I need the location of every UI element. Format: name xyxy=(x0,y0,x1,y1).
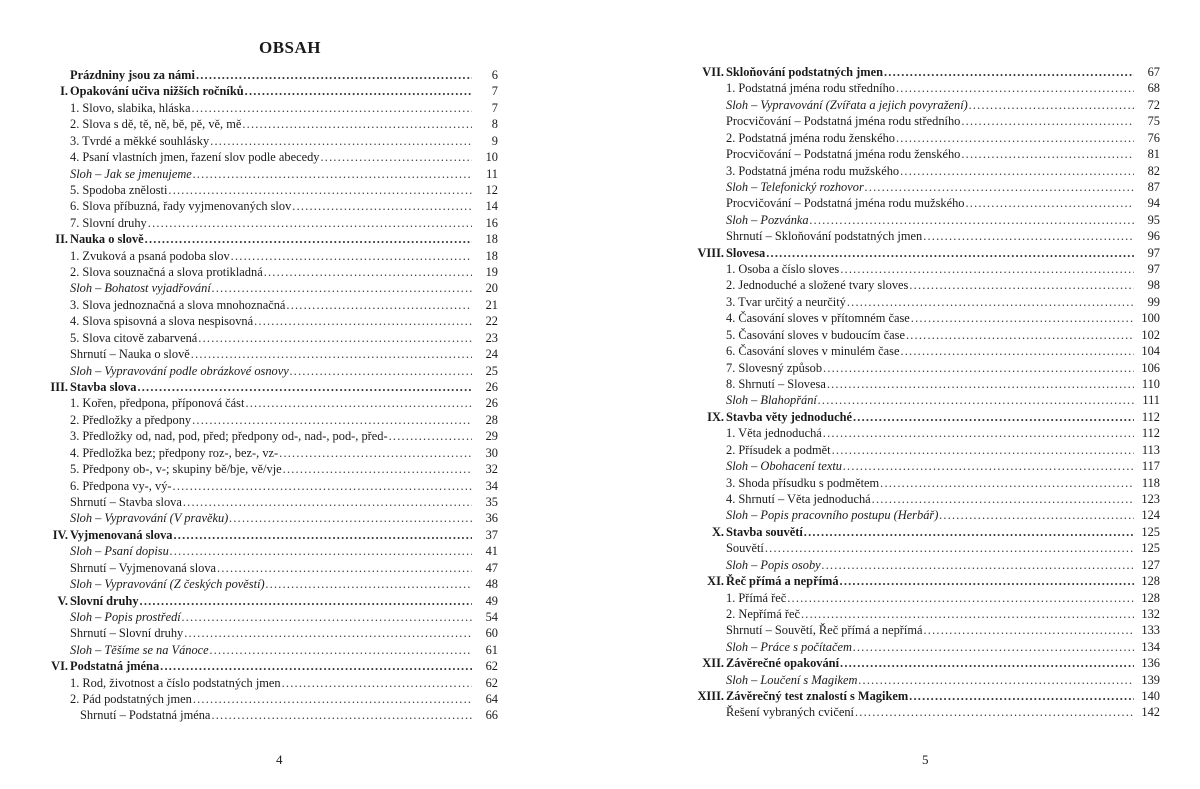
entry-page-number: 140 xyxy=(1134,688,1160,704)
entry-title: 2. Jednoduché a složené tvary sloves xyxy=(726,278,909,293)
entry-page-number: 98 xyxy=(1134,277,1160,293)
toc-entry-row xyxy=(692,606,1160,622)
entry-page-number: 118 xyxy=(1134,475,1160,491)
toc-entry-row xyxy=(692,622,1160,638)
toc-chapter-row xyxy=(692,409,1160,425)
entry-title: Procvičování – Podstatná jména rodu mužského xyxy=(726,196,965,211)
entry-title: Sloh – Práce s počítačem xyxy=(726,639,852,654)
entry-title: 3. Tvrdé a měkké souhlásky xyxy=(70,133,210,148)
entry-page-number: 16 xyxy=(472,215,498,231)
entry-title: 3. Podstatná jména rodu mužského xyxy=(726,163,900,178)
toc-entry-row xyxy=(46,363,498,379)
entry-page-number: 68 xyxy=(1134,80,1160,96)
entry-title: Slovní druhy xyxy=(70,593,139,608)
toc-entry-row xyxy=(692,310,1160,326)
chapter-number: VII. xyxy=(702,65,724,79)
entry-title: 1. Slovo, slabika, hláska xyxy=(70,100,191,115)
toc-entry-row xyxy=(692,425,1160,441)
entry-page-number: 48 xyxy=(472,576,498,592)
toc-entry-row xyxy=(692,491,1160,507)
entry-page-number: 35 xyxy=(472,494,498,510)
entry-title: 2. Pád podstatných jmen xyxy=(70,692,192,707)
toc-entry-row xyxy=(46,560,498,576)
entry-page-number: 67 xyxy=(1134,64,1160,80)
entry-title: 3. Předložky od, nad, pod, před; předpony od-, nad-, pod-, před- xyxy=(70,429,388,444)
toc-entry-row xyxy=(46,313,498,329)
entry-title: Sloh – Bohatost vyjadřování xyxy=(70,281,211,296)
entry-page-number: 128 xyxy=(1134,573,1160,589)
entry-page-number: 125 xyxy=(1134,540,1160,556)
entry-page-number: 110 xyxy=(1134,376,1160,392)
entry-title: 1. Zvuková a psaná podoba slov xyxy=(70,248,230,263)
chapter-number: X. xyxy=(711,524,724,539)
entry-page-number: 102 xyxy=(1134,327,1160,343)
entry-page-number: 30 xyxy=(472,445,498,461)
chapter-number: XIII. xyxy=(697,689,724,704)
entry-title: 3. Shoda přísudku s podmětem xyxy=(726,475,880,490)
chapter-number: VI. xyxy=(51,659,68,674)
entry-title: 1. Kořen, předpona, příponová část xyxy=(70,396,245,411)
toc-entry-row xyxy=(692,704,1160,720)
entry-page-number: 136 xyxy=(1134,655,1160,671)
entry-title: 1. Podstatná jména rodu středního xyxy=(726,81,895,96)
toc-entry-row xyxy=(692,442,1160,458)
entry-title: Slovesa xyxy=(726,245,766,260)
toc-chapter-row xyxy=(46,658,498,674)
toc-entry-row xyxy=(46,609,498,625)
entry-title: Sloh – Pozvánka xyxy=(726,212,809,227)
entry-page-number: 127 xyxy=(1134,557,1160,573)
entry-title: 4. Slova spisovná a slova nespisovná xyxy=(70,314,254,329)
toc-entry-row xyxy=(692,540,1160,556)
toc-entry-row xyxy=(692,146,1160,162)
toc-entry-row xyxy=(692,343,1160,359)
entry-page-number: 133 xyxy=(1134,622,1160,638)
toc-entry-row xyxy=(692,277,1160,293)
toc-chapter-row xyxy=(46,83,498,99)
toc-entry-row xyxy=(692,130,1160,146)
entry-title: Shrnutí – Podstatná jména xyxy=(80,708,211,723)
entry-title: 7. Slovní druhy xyxy=(70,215,147,230)
chapter-number: III. xyxy=(50,380,68,395)
toc-entry-row xyxy=(692,228,1160,244)
toc-entry-row xyxy=(692,195,1160,211)
entry-title: Shrnutí – Nauka o slově xyxy=(70,347,190,362)
toc-entry-row xyxy=(692,557,1160,573)
toc-entry-row xyxy=(46,494,498,510)
entry-page-number: 47 xyxy=(472,560,498,576)
entry-page-number: 72 xyxy=(1134,97,1160,113)
entry-title: Podstatná jména xyxy=(70,659,160,674)
entry-title: 6. Časování sloves v minulém čase xyxy=(726,344,900,359)
entry-page-number: 23 xyxy=(472,330,498,346)
toc-entry-row xyxy=(46,248,498,264)
toc-entry-row xyxy=(692,261,1160,277)
toc-entry-row xyxy=(692,80,1160,96)
entry-page-number: 106 xyxy=(1134,360,1160,376)
entry-page-number: 7 xyxy=(472,100,498,116)
entry-page-number: 49 xyxy=(472,593,498,609)
toc-entry-row xyxy=(46,149,498,165)
toc-entry-row xyxy=(46,707,498,723)
toc-entry-row xyxy=(692,475,1160,491)
entry-title: Sloh – Blahopřání xyxy=(726,393,817,408)
toc-entry-row xyxy=(46,264,498,280)
entry-title: 2. Předložky a předpony xyxy=(70,412,192,427)
entry-page-number: 100 xyxy=(1134,310,1160,326)
entry-page-number: 75 xyxy=(1134,113,1160,129)
entry-page-number: 66 xyxy=(472,707,498,723)
entry-page-number: 111 xyxy=(1134,392,1160,408)
entry-page-number: 34 xyxy=(472,478,498,494)
entry-title: 4. Časování sloves v přítomném čase xyxy=(726,311,910,326)
toc-entry-row xyxy=(46,642,498,658)
entry-page-number: 18 xyxy=(472,231,498,247)
entry-title: 2. Přísudek a podmět xyxy=(726,442,831,457)
entry-title: Procvičování – Podstatná jména rodu středního xyxy=(726,114,961,129)
toc-entry-row xyxy=(692,507,1160,523)
toc-chapter-row xyxy=(692,688,1160,704)
entry-page-number: 54 xyxy=(472,609,498,625)
toc-entry-row xyxy=(46,461,498,477)
entry-page-number: 62 xyxy=(472,658,498,674)
entry-title: 1. Rod, životnost a číslo podstatných jmen xyxy=(70,675,281,690)
entry-page-number: 97 xyxy=(1134,261,1160,277)
toc-entry-row xyxy=(692,392,1160,408)
toc-entry-row xyxy=(46,182,498,198)
page-number-left: 4 xyxy=(276,752,283,767)
toc-entry-row xyxy=(46,675,498,691)
toc-entry-row xyxy=(692,639,1160,655)
entry-page-number: 76 xyxy=(1134,130,1160,146)
entry-title: Shrnutí – Souvětí, Řeč přímá a nepřímá xyxy=(726,623,923,638)
entry-page-number: 94 xyxy=(1134,195,1160,211)
toc-entry-row xyxy=(46,478,498,494)
entry-page-number: 22 xyxy=(472,313,498,329)
entry-page-number: 12 xyxy=(472,182,498,198)
toc-entry-row xyxy=(46,280,498,296)
entry-title: Stavba věty jednoduché xyxy=(726,409,852,424)
entry-title: 6. Předpona vy-, vý- xyxy=(70,478,172,493)
entry-title: Shrnutí – Vyjmenovaná slova xyxy=(70,560,217,575)
toc-entry-row xyxy=(46,510,498,526)
entry-title: Shrnutí – Slovní druhy xyxy=(70,626,184,641)
entry-page-number: 117 xyxy=(1134,458,1160,474)
toc-chapter-row xyxy=(46,231,498,247)
toc-entry-row xyxy=(46,395,498,411)
entry-title: 8. Shrnutí – Slovesa xyxy=(726,377,826,392)
entry-page-number: 36 xyxy=(472,510,498,526)
entry-page-number: 64 xyxy=(472,691,498,707)
entry-title: Sloh – Vypravování podle obrázkové osnovy xyxy=(70,363,289,378)
entry-page-number: 112 xyxy=(1134,409,1160,425)
toc-entry-row xyxy=(692,179,1160,195)
entry-page-number: 29 xyxy=(472,428,498,444)
entry-title: Sloh – Jak se jmenujeme xyxy=(70,166,192,181)
table-of-contents-right xyxy=(692,64,1160,721)
page-number-right: 5 xyxy=(922,752,929,767)
chapter-number: XII. xyxy=(702,656,724,671)
entry-title: Řeč přímá a nepřímá xyxy=(726,574,839,589)
entry-title: Souvětí xyxy=(726,541,764,556)
chapter-number: IX. xyxy=(707,409,724,424)
toc-entry-row xyxy=(692,360,1160,376)
toc-chapter-row xyxy=(692,655,1160,671)
toc-entry-row xyxy=(692,294,1160,310)
entry-title: Shrnutí – Stavba slova xyxy=(70,494,182,509)
toc-entry-row xyxy=(46,166,498,182)
toc-entry-row xyxy=(46,297,498,313)
toc-entry-row xyxy=(46,198,498,214)
chapter-number: I. xyxy=(60,84,68,99)
entry-page-number: 125 xyxy=(1134,524,1160,540)
toc-entry-row xyxy=(692,672,1160,688)
entry-title: Sloh – Vypravování (Zvířata a jejich povyražení) xyxy=(726,97,968,112)
toc-entry-row xyxy=(46,330,498,346)
entry-title: Skloňování podstatných jmen xyxy=(726,65,883,79)
entry-title: 2. Nepřímá řeč xyxy=(726,606,800,621)
entry-title: 2. Slova s dě, tě, ně, bě, pě, vě, mě xyxy=(70,117,242,132)
entry-title: Řešení vybraných cvičení xyxy=(726,705,854,720)
entry-title: 2. Slova souznačná a slova protikladná xyxy=(70,265,263,280)
toc-entry-row xyxy=(46,428,498,444)
toc-entry-row xyxy=(46,116,498,132)
entry-page-number: 60 xyxy=(472,625,498,641)
entry-page-number: 9 xyxy=(472,133,498,149)
entry-page-number: 32 xyxy=(472,461,498,477)
toc-entry-row xyxy=(692,376,1160,392)
toc-entry-row xyxy=(46,67,498,83)
entry-page-number: 37 xyxy=(472,527,498,543)
entry-page-number: 62 xyxy=(472,675,498,691)
toc-entry-row xyxy=(692,97,1160,113)
entry-title: 3. Slova jednoznačná a slova mnohoznačná xyxy=(70,297,286,312)
entry-page-number: 11 xyxy=(472,166,498,182)
entry-title: Sloh – Psaní dopisu xyxy=(70,544,169,559)
entry-title: 1. Osoba a číslo sloves xyxy=(726,262,840,277)
chapter-number: IV. xyxy=(52,527,68,542)
entry-title: 2. Podstatná jména rodu ženského xyxy=(726,130,895,145)
toc-entry-row xyxy=(692,590,1160,606)
entry-title: 4. Předložka bez; předpony roz-, bez-, vz- xyxy=(70,445,279,460)
entry-title: 4. Psaní vlastních jmen, řazení slov podle abecedy xyxy=(70,150,320,165)
entry-page-number: 41 xyxy=(472,543,498,559)
toc-chapter-row xyxy=(46,593,498,609)
toc-entry-row xyxy=(46,100,498,116)
toc-chapter-row xyxy=(46,379,498,395)
entry-page-number: 20 xyxy=(472,280,498,296)
entry-page-number: 18 xyxy=(472,248,498,264)
entry-title: Sloh – Loučení s Magikem xyxy=(726,672,858,687)
entry-title: Nauka o slově xyxy=(70,232,144,247)
entry-title: Sloh – Popis pracovního postupu (Herbář) xyxy=(726,508,939,523)
entry-page-number: 6 xyxy=(472,67,498,83)
toc-chapter-row xyxy=(692,245,1160,261)
entry-page-number: 123 xyxy=(1134,491,1160,507)
contents-title: OBSAH xyxy=(258,38,322,57)
entry-page-number: 124 xyxy=(1134,507,1160,523)
entry-title: 3. Tvar určitý a neurčitý xyxy=(726,294,846,309)
entry-page-number: 95 xyxy=(1134,212,1160,228)
entry-page-number: 112 xyxy=(1134,425,1160,441)
toc-chapter-row xyxy=(692,524,1160,540)
entry-title: 4. Shrnutí – Věta jednoduchá xyxy=(726,491,871,506)
entry-page-number: 87 xyxy=(1134,179,1160,195)
toc-entry-row xyxy=(46,346,498,362)
entry-page-number: 113 xyxy=(1134,442,1160,458)
entry-title: 1. Věta jednoduchá xyxy=(726,426,822,441)
toc-chapter-row xyxy=(692,64,1160,80)
toc-entry-row xyxy=(46,133,498,149)
entry-title: Sloh – Telefonický rozhovor xyxy=(726,179,864,194)
entry-page-number: 25 xyxy=(472,363,498,379)
toc-entry-row xyxy=(692,113,1160,129)
toc-entry-row xyxy=(692,212,1160,228)
entry-page-number: 139 xyxy=(1134,672,1160,688)
chapter-number: XI. xyxy=(707,574,724,589)
entry-page-number: 8 xyxy=(472,116,498,132)
entry-title: Sloh – Vypravování (V pravěku) xyxy=(70,511,229,526)
entry-title: Závěrečný test znalostí s Magikem xyxy=(726,689,909,704)
entry-page-number: 128 xyxy=(1134,590,1160,606)
entry-page-number: 142 xyxy=(1134,704,1160,720)
entry-title: Sloh – Obohacení textu xyxy=(726,459,842,474)
entry-title: Sloh – Vypravování (Z českých pověstí) xyxy=(70,577,265,592)
entry-title: 5. Slova citově zabarvená xyxy=(70,330,198,345)
entry-page-number: 97 xyxy=(1134,245,1160,261)
entry-title: 7. Slovesný způsob xyxy=(726,360,823,375)
toc-entry-row xyxy=(692,163,1160,179)
entry-title: Procvičování – Podstatná jména rodu ženského xyxy=(726,147,961,162)
entry-title: Sloh – Popis prostředí xyxy=(70,609,181,624)
entry-title: Sloh – Popis osoby xyxy=(726,557,821,572)
entry-page-number: 19 xyxy=(472,264,498,280)
toc-entry-row xyxy=(46,445,498,461)
entry-page-number: 61 xyxy=(472,642,498,658)
entry-title: 5. Předpony ob-, v-; skupiny bě/bje, vě/vje xyxy=(70,462,282,477)
entry-page-number: 82 xyxy=(1134,163,1160,179)
entry-page-number: 81 xyxy=(1134,146,1160,162)
entry-page-number: 96 xyxy=(1134,228,1160,244)
entry-title: Závěrečné opakování xyxy=(726,656,840,671)
entry-title: Stavba souvětí xyxy=(726,524,803,539)
chapter-number: II. xyxy=(55,232,68,247)
entry-page-number: 21 xyxy=(472,297,498,313)
entry-title: Sloh – Těšíme se na Vánoce xyxy=(70,642,209,657)
entry-title: 5. Časování sloves v budoucím čase xyxy=(726,327,905,342)
chapter-number: VIII. xyxy=(697,245,724,260)
entry-title: Shrnutí – Skloňování podstatných jmen xyxy=(726,229,923,244)
entry-title: Vyjmenovaná slova xyxy=(70,527,173,542)
toc-chapter-row xyxy=(692,573,1160,589)
entry-page-number: 7 xyxy=(472,83,498,99)
entry-page-number: 26 xyxy=(472,395,498,411)
chapter-number: V. xyxy=(57,593,68,608)
entry-title: Prázdniny jsou za námi xyxy=(70,68,195,82)
toc-entry-row xyxy=(46,576,498,592)
toc-entry-row xyxy=(46,625,498,641)
entry-page-number: 134 xyxy=(1134,639,1160,655)
entry-page-number: 10 xyxy=(472,149,498,165)
toc-chapter-row xyxy=(46,527,498,543)
entry-page-number: 24 xyxy=(472,346,498,362)
entry-title: 5. Spodoba znělosti xyxy=(70,182,168,197)
entry-title: 6. Slova příbuzná, řady vyjmenovaných slov xyxy=(70,199,292,214)
entry-page-number: 99 xyxy=(1134,294,1160,310)
entry-title: Stavba slova xyxy=(70,380,137,395)
toc-entry-row xyxy=(46,412,498,428)
table-of-contents-left xyxy=(46,67,498,724)
entry-page-number: 28 xyxy=(472,412,498,428)
toc-entry-row xyxy=(46,215,498,231)
toc-entry-row xyxy=(692,458,1160,474)
entry-title: 1. Přímá řeč xyxy=(726,590,787,605)
entry-page-number: 14 xyxy=(472,198,498,214)
entry-page-number: 104 xyxy=(1134,343,1160,359)
toc-entry-row xyxy=(46,543,498,559)
entry-title: Opakování učiva nižších ročníků xyxy=(70,84,244,99)
right-page xyxy=(600,0,1200,789)
entry-page-number: 26 xyxy=(472,379,498,395)
entry-page-number: 132 xyxy=(1134,606,1160,622)
toc-entry-row xyxy=(46,691,498,707)
toc-entry-row xyxy=(692,327,1160,343)
